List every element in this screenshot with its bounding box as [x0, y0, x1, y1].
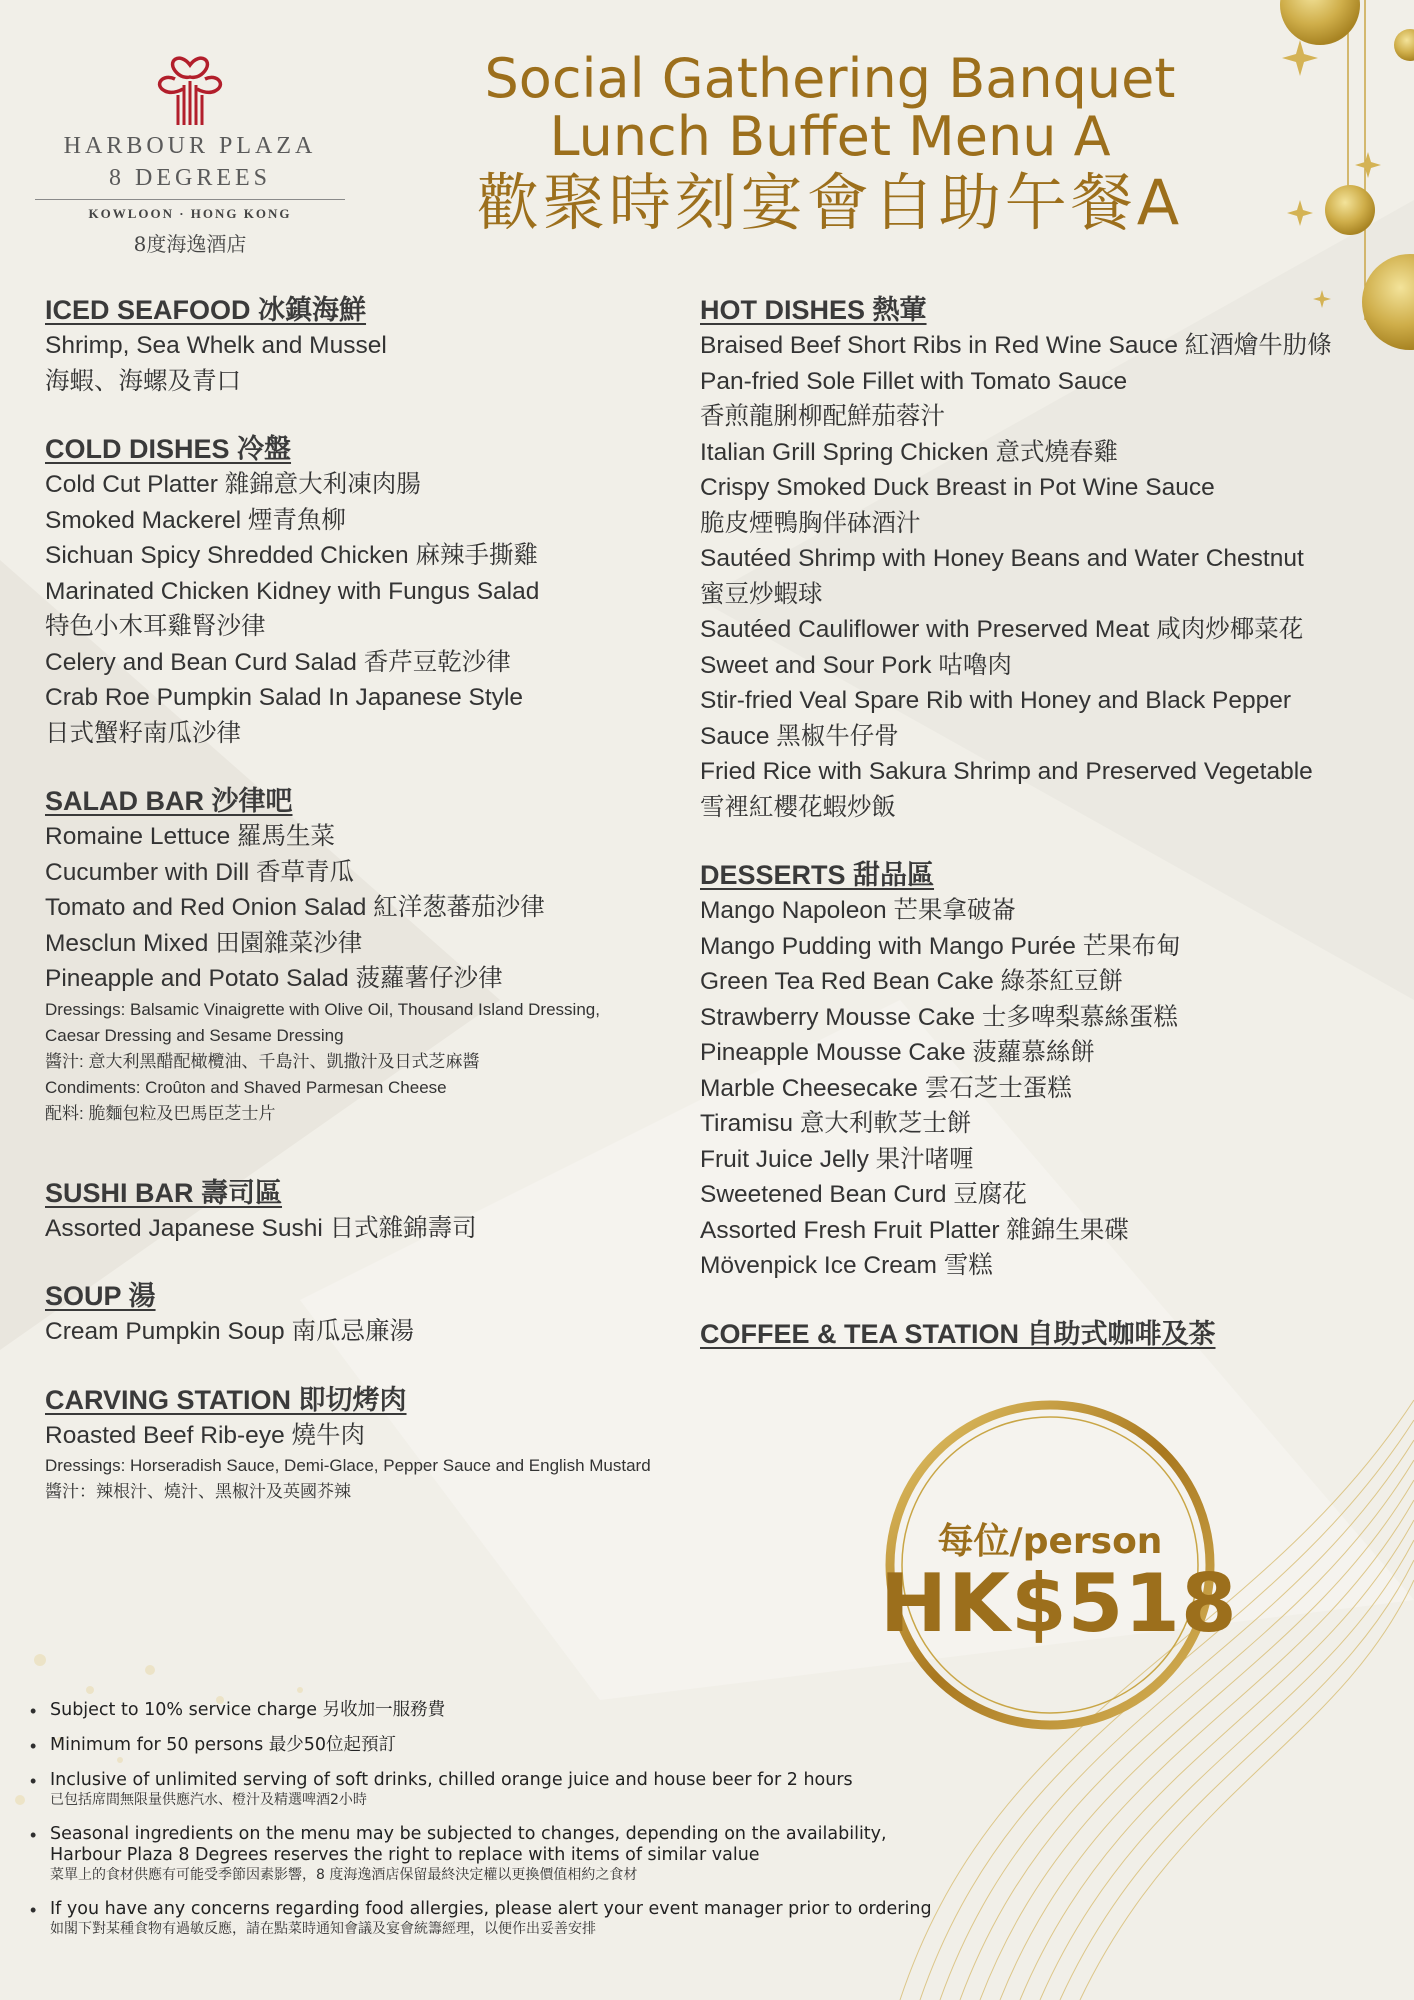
harbour-plaza-logo-icon — [147, 55, 233, 127]
footnote-chinese: 菜單上的食材供應有可能受季節因素影響，8 度海逸酒店保留最終決定權以更換價值相約之食材 — [50, 1867, 638, 1883]
menu-item: Fried Rice with Sakura Shrimp and Preserved Vegetable — [700, 758, 1313, 785]
menu-item: Mango Pudding with Mango Purée 芒果布甸 — [700, 932, 1181, 960]
menu-item: Strawberry Mousse Cake 士多啤梨慕絲蛋糕 — [700, 1003, 1178, 1031]
menu-note: 醬汁：辣根汁、燒汁、黑椒汁及英國芥辣 — [45, 1482, 351, 1501]
menu-item: 雪裡紅櫻花蝦炒飯 — [700, 793, 896, 821]
menu-item: Romaine Lettuce 羅馬生菜 — [45, 823, 336, 850]
footnote-item — [28, 1770, 988, 1810]
menu-item: Stir-fried Veal Spare Rib with Honey and Black Pepper — [700, 687, 1292, 714]
title-line-2: Lunch Buffet Menu A — [549, 105, 1111, 168]
section-title: SUSHI BAR 壽司區 — [45, 1177, 283, 1208]
menu-section — [700, 857, 1400, 1284]
menu-item: 香煎龍脷柳配鮮茄蓉汁 — [700, 403, 945, 430]
menu-item: Mövenpick Ice Cream 雪糕 — [700, 1252, 993, 1279]
bullet-icon: • — [30, 1825, 37, 1845]
menu-item: Green Tea Red Bean Cake 綠茶紅豆餅 — [700, 968, 1124, 995]
menu-item: Pineapple Mousse Cake 菠蘿慕絲餅 — [700, 1039, 1095, 1066]
title-line-1: Social Gathering Banquet — [484, 47, 1176, 110]
logo-location: KOWLOON · HONG KONG — [88, 206, 292, 221]
menu-section — [45, 431, 685, 751]
menu-title — [400, 47, 1260, 240]
logo-name-line2: 8 DEGREES — [109, 165, 271, 191]
menu-section — [700, 292, 1400, 825]
menu-item: Sautéed Shrimp with Honey Beans and Water Chestnut — [700, 545, 1304, 572]
menu-item: Roasted Beef Rib-eye 燒牛肉 — [45, 1421, 365, 1449]
footnote-english: Minimum for 50 persons 最少50位起預訂 — [50, 1735, 397, 1755]
menu-item: Marinated Chicken Kidney with Fungus Salad — [45, 577, 540, 605]
footnote-item — [28, 1899, 988, 1939]
bullet-icon: • — [30, 1701, 37, 1721]
menu-item: Sautéed Cauliflower with Preserved Meat 咸肉炒椰菜花 — [700, 616, 1304, 643]
section-title: COLD DISHES 冷盤 — [45, 434, 292, 464]
menu-item: 特色小木耳雞腎沙律 — [45, 613, 266, 640]
menu-item: Sweet and Sour Pork 咕嚕肉 — [700, 651, 1012, 679]
footnote-item — [28, 1700, 988, 1721]
menu-item: Pineapple and Potato Salad 菠蘿薯仔沙律 — [45, 965, 503, 992]
menu-section — [700, 1316, 1400, 1352]
footnote-item — [28, 1735, 988, 1756]
bullet-icon: • — [30, 1900, 37, 1920]
menu-item: Tomato and Red Onion Salad 紅洋葱蕃茄沙律 — [45, 894, 545, 921]
logo-name-chinese: 8度海逸酒店 — [133, 232, 247, 256]
section-title: SOUP 湯 — [45, 1281, 156, 1311]
footnote-english: Inclusive of unlimited serving of soft drinks, chilled orange juice and house beer for 2 hours — [50, 1770, 853, 1790]
bullet-icon: • — [30, 1736, 37, 1756]
menu-item: Tiramisu 意大利軟芝士餅 — [700, 1110, 972, 1137]
menu-note: Dressings: Horseradish Sauce, Demi-Glace, Pepper Sauce and English Mustard — [45, 1456, 651, 1475]
menu-item: Smoked Mackerel 煙青魚柳 — [45, 506, 346, 534]
footnote-chinese: 如閣下對某種食物有過敏反應，請在點菜時通知會議及宴會統籌經理，以便作出妥善安排 — [50, 1921, 596, 1937]
menu-item: 日式蟹籽南瓜沙律 — [45, 719, 241, 747]
hotel-logo — [30, 55, 350, 257]
ornament-icon — [1325, 185, 1375, 235]
footnotes — [28, 1700, 988, 1953]
menu-item: Marble Cheesecake 雲石芝士蛋糕 — [700, 1074, 1072, 1102]
menu-item: Italian Grill Spring Chicken 意式燒春雞 — [700, 438, 1118, 466]
footnote-english: If you have any concerns regarding food allergies, please alert your event manager prior to ordering — [50, 1899, 932, 1919]
menu-item: Braised Beef Short Ribs in Red Wine Sauce 紅酒燴牛肋條 — [700, 332, 1332, 359]
menu-item: Sichuan Spicy Shredded Chicken 麻辣手撕雞 — [45, 542, 538, 569]
menu-item: Mesclun Mixed 田園雜菜沙律 — [45, 929, 363, 957]
menu-item: Crab Roe Pumpkin Salad In Japanese Style — [45, 684, 524, 711]
menu-item: 海蝦、海螺及青口 — [45, 367, 241, 395]
logo-name-line1: HARBOUR PLAZA — [63, 133, 317, 159]
price-label: 每位/person — [937, 1521, 1163, 1562]
footnote-chinese: 已包括席間無限量供應汽水、橙汁及精選啤酒2小時 — [50, 1792, 367, 1808]
menu-section — [45, 1175, 685, 1247]
footnote-english: Subject to 10% service charge 另收加一服務費 — [50, 1700, 446, 1720]
menu-item: Sweetened Bean Curd 豆腐花 — [700, 1181, 1027, 1208]
menu-section — [45, 1382, 685, 1506]
bullet-icon: • — [30, 1771, 37, 1791]
menu-section — [45, 783, 685, 1127]
price-badge — [880, 1395, 1238, 1735]
menu-section — [45, 1278, 685, 1350]
menu-item: 脆皮煙鴨胸伴砵酒汁 — [700, 509, 921, 537]
menu-item: Crispy Smoked Duck Breast in Pot Wine Sauce — [700, 474, 1215, 501]
menu-item: Pan-fried Sole Fillet with Tomato Sauce — [700, 367, 1128, 395]
menu-item: Sauce 黑椒牛仔骨 — [700, 722, 899, 750]
menu-item: Cold Cut Platter 雜錦意大利凍肉腸 — [45, 471, 421, 498]
title-line-chinese: 歡聚時刻宴會自助午餐A — [476, 166, 1184, 239]
menu-note: Condiments: Croûton and Shaved Parmesan Cheese — [45, 1077, 447, 1097]
section-title: DESSERTS 甜品區 — [700, 860, 935, 890]
logo-divider — [35, 199, 345, 200]
menu-column-left — [45, 292, 685, 1537]
section-title: SALAD BAR 沙律吧 — [45, 786, 293, 816]
menu-item: Assorted Japanese Sushi 日式雜錦壽司 — [45, 1214, 477, 1242]
section-title: COFFEE & TEA STATION 自助式咖啡及茶 — [700, 1318, 1216, 1349]
footnote-item — [28, 1824, 988, 1885]
menu-note: 配料: 脆麵包粒及巴馬臣芝士片 — [45, 1103, 276, 1123]
price-amount: HK$518 — [880, 1557, 1238, 1650]
menu-item: Fruit Juice Jelly 果汁啫喱 — [700, 1145, 974, 1173]
menu-item: Celery and Bean Curd Salad 香芹豆乾沙律 — [45, 648, 511, 676]
menu-item: Assorted Fresh Fruit Platter 雜錦生果碟 — [700, 1216, 1129, 1244]
menu-note: Caesar Dressing and Sesame Dressing — [45, 1025, 344, 1045]
menu-item: Cucumber with Dill 香草青瓜 — [45, 858, 355, 886]
menu-item: Shrimp, Sea Whelk and Mussel — [45, 332, 387, 359]
menu-item: 蜜豆炒蝦球 — [700, 580, 823, 608]
menu-item: Cream Pumpkin Soup 南瓜忌廉湯 — [45, 1318, 414, 1345]
menu-section — [45, 292, 685, 399]
section-title: CARVING STATION 即切烤肉 — [45, 1384, 407, 1415]
menu-column-right — [700, 292, 1400, 1384]
menu-item: Mango Napoleon 芒果拿破崙 — [700, 897, 1016, 924]
menu-note: Dressings: Balsamic Vinaigrette with Olive Oil, Thousand Island Dressing, — [45, 999, 600, 1019]
footnote-english-cont: Harbour Plaza 8 Degrees reserves the right to replace with items of similar value — [50, 1845, 760, 1865]
section-title: ICED SEAFOOD 冰鎮海鮮 — [45, 295, 367, 325]
footnote-english: Seasonal ingredients on the menu may be subjected to changes, depending on the availability, — [50, 1824, 887, 1844]
section-title: HOT DISHES 熱葷 — [700, 295, 927, 325]
menu-note: 醬汁: 意大利黑醋配橄欖油、千島汁、凱撒汁及日式芝麻醬 — [45, 1051, 480, 1071]
